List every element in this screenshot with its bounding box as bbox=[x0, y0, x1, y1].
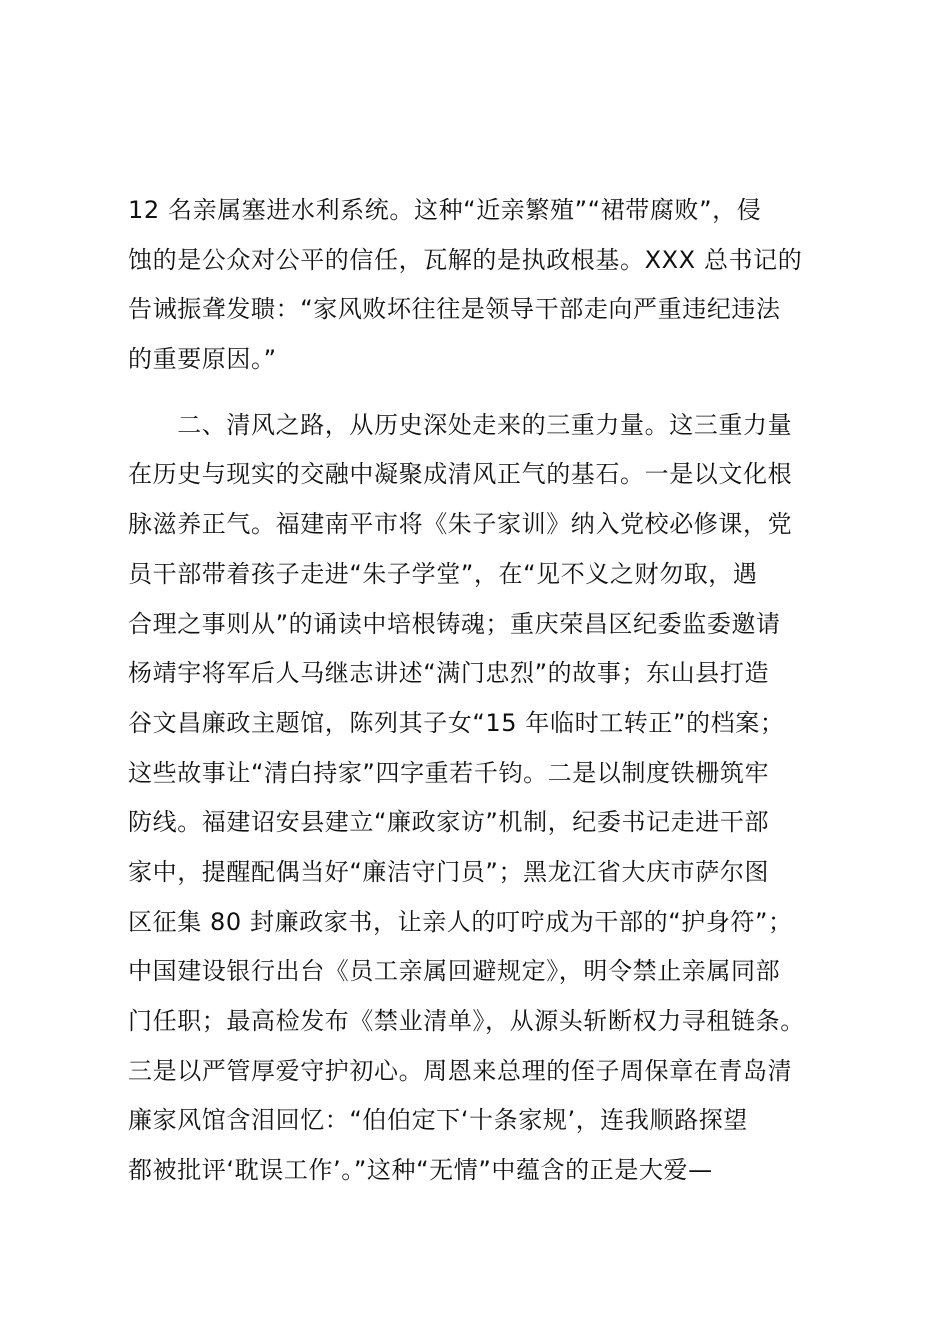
text-line: 脉滋养正气。福建南平市将《朱子家训》纳入党校必修课，党 bbox=[128, 510, 793, 539]
text-line: 家中，提醒配偶当好“廉洁守门员”；黑龙江省大庆市萨尔图 bbox=[128, 857, 770, 886]
text-line: 12 名亲属塞进水利系统。这种“近亲繁殖”“裙带腐败”，侵 bbox=[128, 196, 762, 224]
text-line: 蚀的是公众对公平的信任，瓦解的是执政根基。XXX 总书记的 bbox=[128, 245, 803, 274]
text-line: 廉家风馆含泪回忆：“伯伯定下‘十条家规’，连我顺路探望 bbox=[128, 1106, 748, 1135]
text-line: 三是以严管厚爱守护初心。周恩来总理的侄子周保章在青岛清 bbox=[128, 1056, 793, 1085]
text-line: 告诫振聋发聩：“家风败坏往往是领导干部走向严重违纪违法 bbox=[128, 295, 781, 324]
text-line: 区征集 80 封廉政家书，让亲人的叮咛成为干部的“护身符”； bbox=[128, 907, 793, 936]
paragraph-1 bbox=[128, 186, 848, 385]
paragraph-2 bbox=[128, 401, 848, 1196]
text-line: 谷文昌廉政主题馆，陈列其子女“15 年临时工转正”的档案； bbox=[128, 708, 785, 737]
text-line: 在历史与现实的交融中凝聚成清风正气的基石。一是以文化根 bbox=[128, 460, 793, 489]
text-line: 门任职；最高检发布《禁业清单》，从源头斩断权力寻租链条。 bbox=[128, 1007, 805, 1035]
text-line: 中国建设银行出台《员工亲属回避规定》，明令禁止亲属同部 bbox=[128, 957, 781, 986]
text-line: 都被批评‘耽误工作’。”这种“无情”中蕴含的正是大爱— bbox=[128, 1156, 713, 1185]
text-line: 的重要原因。” bbox=[128, 345, 277, 374]
body-text bbox=[128, 186, 848, 1196]
text-line: 这些故事让“清白持家”四字重若千钧。二是以制度铁栅筑牢 bbox=[128, 758, 770, 787]
text-line: 二、清风之路，从历史深处走来的三重力量。这三重力量 bbox=[128, 410, 793, 439]
text-line: 防线。福建诏安县建立“廉政家访”机制，纪委书记走进干部 bbox=[128, 808, 770, 837]
paragraph-spacer bbox=[128, 385, 848, 401]
text-line: 员干部带着孩子走进“朱子学堂”，在“见不义之财勿取，遇 bbox=[128, 559, 758, 588]
text-line: 杨靖宇将军后人马继志讲述“满门忠烈”的故事；东山县打造 bbox=[128, 659, 770, 688]
text-line: 合理之事则从”的诵读中培根铸魂；重庆荣昌区纪委监委邀请 bbox=[128, 609, 781, 638]
